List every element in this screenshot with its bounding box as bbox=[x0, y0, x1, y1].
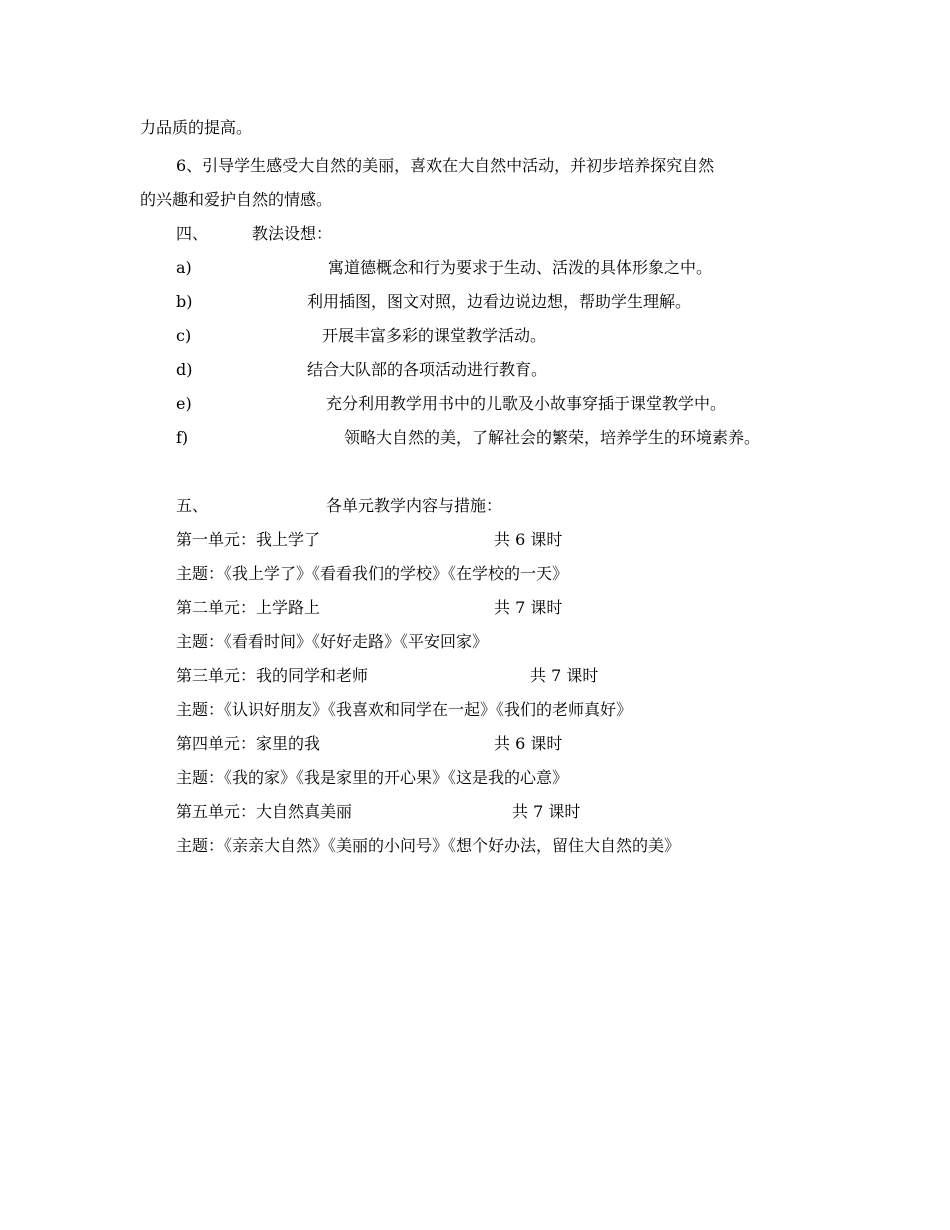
method-item-d bbox=[176, 360, 876, 380]
paragraph-continuation: 力品质的提高。 bbox=[140, 118, 253, 137]
method-label: f) bbox=[176, 428, 189, 447]
unit-hours: 共 6 课时 bbox=[494, 530, 563, 549]
method-text: 充分利用教学用书中的儿歌及小故事穿插于课堂教学中。 bbox=[326, 394, 727, 413]
method-text: 结合大队部的各项活动进行教育。 bbox=[307, 360, 548, 379]
unit-hours: 共 7 课时 bbox=[530, 666, 599, 685]
method-item-a bbox=[176, 258, 876, 278]
unit-hours: 共 7 课时 bbox=[494, 598, 563, 617]
section-4-number: 四、 bbox=[176, 224, 209, 243]
method-item-c bbox=[176, 326, 876, 346]
method-item-f bbox=[176, 428, 876, 448]
unit-3-topics: 主题：《认识好朋友》《我喜欢和同学在一起》《我们的老师真好》 bbox=[176, 700, 633, 719]
section-4-heading bbox=[176, 224, 476, 244]
method-item-b bbox=[176, 292, 876, 312]
unit-1-topics: 主题：《我上学了》《看看我们的学校》《在学校的一天》 bbox=[176, 564, 569, 583]
unit-name: 第五单元：大自然真美丽 bbox=[176, 802, 353, 821]
method-text: 寓道德概念和行为要求于生动、活泼的具体形象之中。 bbox=[328, 258, 713, 277]
unit-2-row bbox=[176, 598, 776, 618]
method-text: 利用插图，图文对照，边看边说边想，帮助学生理解。 bbox=[307, 292, 692, 311]
unit-name: 第三单元：我的同学和老师 bbox=[176, 666, 369, 685]
unit-2-topics: 主题：《看看时间》《好好走路》《平安回家》 bbox=[176, 632, 489, 651]
unit-name: 第四单元：家里的我 bbox=[176, 734, 321, 753]
method-label: c) bbox=[176, 326, 192, 345]
method-label: b) bbox=[176, 292, 193, 311]
unit-hours: 共 6 课时 bbox=[494, 734, 563, 753]
section-5-heading bbox=[176, 496, 676, 516]
unit-1-row bbox=[176, 530, 776, 550]
unit-name: 第二单元：上学路上 bbox=[176, 598, 321, 617]
method-item-e bbox=[176, 394, 876, 414]
item-6-line-2: 的兴趣和爱护自然的情感。 bbox=[140, 190, 333, 209]
unit-name: 第一单元：我上学了 bbox=[176, 530, 321, 549]
unit-hours: 共 7 课时 bbox=[512, 802, 581, 821]
section-5-number: 五、 bbox=[176, 496, 209, 515]
unit-4-topics: 主题：《我的家》《我是家里的开心果》《这是我的心意》 bbox=[176, 768, 569, 787]
method-label: a) bbox=[176, 258, 192, 277]
method-label: e) bbox=[176, 394, 192, 413]
unit-4-row bbox=[176, 734, 776, 754]
unit-5-row bbox=[176, 802, 776, 822]
item-6-line-1: 6、引导学生感受大自然的美丽，喜欢在大自然中活动，并初步培养探究自然 bbox=[176, 156, 715, 175]
section-5-title: 各单元教学内容与措施： bbox=[326, 496, 503, 515]
unit-5-topics: 主题：《亲亲大自然》《美丽的小问号》《想个好办法，留住大自然的美》 bbox=[176, 836, 681, 855]
method-label: d) bbox=[176, 360, 193, 379]
method-text: 开展丰富多彩的课堂教学活动。 bbox=[322, 326, 547, 345]
unit-3-row bbox=[176, 666, 776, 686]
method-text: 领略大自然的美，了解社会的繁荣，培养学生的环境素养。 bbox=[344, 428, 761, 447]
section-4-title: 教法设想： bbox=[252, 224, 333, 243]
